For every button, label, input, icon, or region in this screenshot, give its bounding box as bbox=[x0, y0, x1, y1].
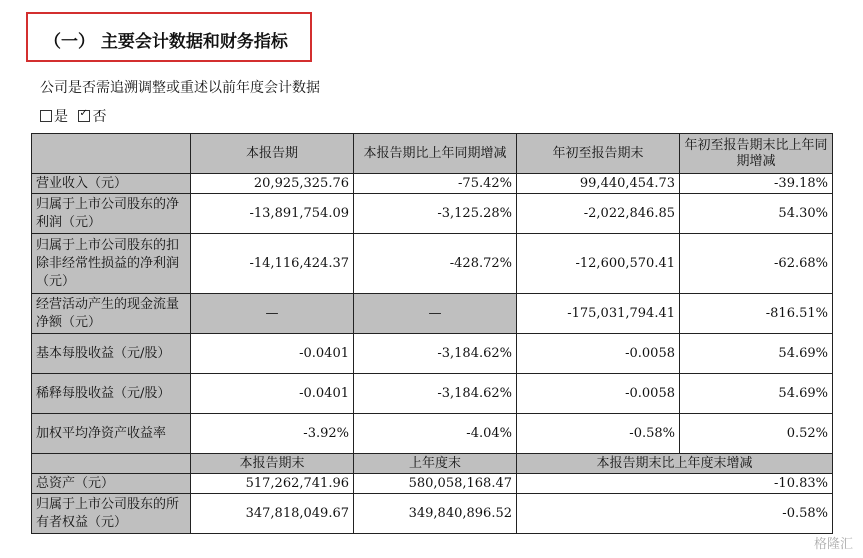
data-cell: -0.0401 bbox=[191, 334, 354, 374]
data-cell: 99,440,454.73 bbox=[517, 174, 680, 194]
row-label: 稀释每股收益（元/股） bbox=[32, 374, 191, 414]
header-cell: 年初至报告期末 bbox=[517, 134, 680, 174]
data-cell: 54.69% bbox=[680, 374, 833, 414]
data-cell: -3,184.62% bbox=[354, 334, 517, 374]
option-yes-label: 是 bbox=[54, 109, 68, 125]
data-cell: -10.83% bbox=[517, 474, 833, 494]
row-label: 总资产（元） bbox=[32, 474, 191, 494]
header-cell: 年初至报告期末比上年同期增减 bbox=[680, 134, 833, 174]
header-cell bbox=[32, 454, 191, 474]
data-cell: -816.51% bbox=[680, 294, 833, 334]
header-cell bbox=[32, 134, 191, 174]
data-cell: 347,818,049.67 bbox=[191, 494, 354, 534]
checkbox-yes[interactable] bbox=[40, 110, 52, 122]
row-label: 归属于上市公司股东的净利润（元） bbox=[32, 194, 191, 234]
table-row bbox=[32, 234, 833, 294]
data-cell: -39.18% bbox=[680, 174, 833, 194]
checkbox-no-checked[interactable] bbox=[78, 110, 90, 122]
data-cell: -175,031,794.41 bbox=[517, 294, 680, 334]
data-cell: 54.69% bbox=[680, 334, 833, 374]
data-cell-empty: — bbox=[191, 294, 354, 334]
table-row bbox=[32, 414, 833, 454]
row-label: 经营活动产生的现金流量净额（元） bbox=[32, 294, 191, 334]
watermark-logo: 格隆汇 bbox=[813, 537, 853, 552]
table-row bbox=[32, 194, 833, 234]
data-cell-empty: — bbox=[354, 294, 517, 334]
data-cell: 517,262,741.96 bbox=[191, 474, 354, 494]
row-label: 基本每股收益（元/股） bbox=[32, 334, 191, 374]
table-header-row bbox=[32, 134, 833, 174]
financial-indicators-table bbox=[31, 133, 833, 534]
row-label: 归属于上市公司股东的所有者权益（元） bbox=[32, 494, 191, 534]
data-cell: -0.0058 bbox=[517, 374, 680, 414]
header-cell: 本报告期末 bbox=[191, 454, 354, 474]
data-cell: -75.42% bbox=[354, 174, 517, 194]
data-cell: 54.30% bbox=[680, 194, 833, 234]
data-cell: 0.52% bbox=[680, 414, 833, 454]
option-no[interactable] bbox=[78, 109, 106, 125]
data-cell: -3,125.28% bbox=[354, 194, 517, 234]
data-cell: 20,925,325.76 bbox=[191, 174, 354, 194]
data-cell: -3,184.62% bbox=[354, 374, 517, 414]
data-cell: -14,116,424.37 bbox=[191, 234, 354, 294]
row-label: 加权平均净资产收益率 bbox=[32, 414, 191, 454]
restatement-question: 公司是否需追溯调整或重述以前年度会计数据 bbox=[40, 80, 320, 96]
header-cell: 本报告期比上年同期增减 bbox=[354, 134, 517, 174]
section-title-box bbox=[26, 12, 312, 62]
data-cell: -13,891,754.09 bbox=[191, 194, 354, 234]
table-row bbox=[32, 474, 833, 494]
table-row bbox=[32, 174, 833, 194]
data-cell: -62.68% bbox=[680, 234, 833, 294]
option-no-label: 否 bbox=[92, 109, 107, 125]
table-subheader-row bbox=[32, 454, 833, 474]
data-cell: -2,022,846.85 bbox=[517, 194, 680, 234]
row-label: 归属于上市公司股东的扣除非经常性损益的净利润（元） bbox=[32, 234, 191, 294]
header-cell: 上年度末 bbox=[354, 454, 517, 474]
table-row bbox=[32, 494, 833, 534]
header-cell: 本报告期 bbox=[191, 134, 354, 174]
data-cell: -0.0058 bbox=[517, 334, 680, 374]
header-cell: 本报告期末比上年度末增减 bbox=[517, 454, 833, 474]
row-label: 营业收入（元） bbox=[32, 174, 191, 194]
data-cell: -4.04% bbox=[354, 414, 517, 454]
option-yes[interactable] bbox=[40, 109, 68, 125]
restatement-options bbox=[40, 106, 112, 126]
data-cell: -3.92% bbox=[191, 414, 354, 454]
data-cell: 349,840,896.52 bbox=[354, 494, 517, 534]
section-title: （一） 主要会计数据和财务指标 bbox=[44, 32, 288, 52]
table-row bbox=[32, 334, 833, 374]
table-row bbox=[32, 294, 833, 334]
data-cell: -428.72% bbox=[354, 234, 517, 294]
data-cell: -0.0401 bbox=[191, 374, 354, 414]
data-cell: -0.58% bbox=[517, 414, 680, 454]
data-cell: 580,058,168.47 bbox=[354, 474, 517, 494]
table-row bbox=[32, 374, 833, 414]
data-cell: -0.58% bbox=[517, 494, 833, 534]
data-cell: -12,600,570.41 bbox=[517, 234, 680, 294]
